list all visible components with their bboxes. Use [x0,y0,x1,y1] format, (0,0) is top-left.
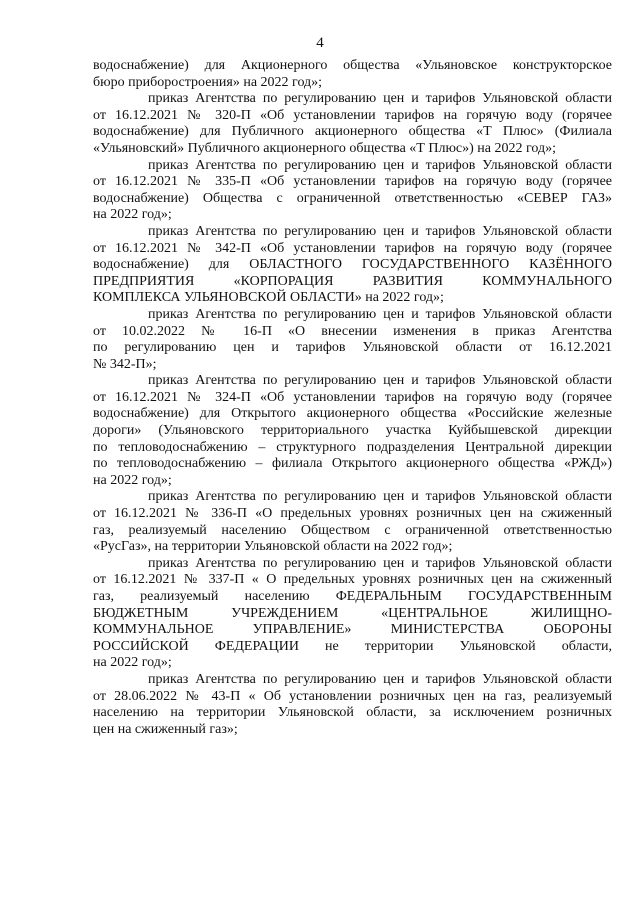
text-line: приказ Агентства по регулированию цен и тарифов Ульяновской области [148,91,612,107]
text-line: приказ Агентства по регулированию цен и тарифов Ульяновской области [148,489,612,505]
text-line: по тепловодоснабжению – филиала Открытого акционерного общества «РЖД») [93,456,612,472]
text-line: БЮДЖЕТНЫМ УЧРЕЖДЕНИЕМ «ЦЕНТРАЛЬНОЕ ЖИЛИЩНО- [93,605,612,621]
text-line: от 16.12.2021 № 320-П «Об установлении тарифов на горячую воду (горячее [93,107,612,123]
text-line: от 16.12.2021 № 337-П « О предельных уровнях розничных цен на сжиженный [93,572,612,588]
text-line: по тепловодоснабжению – структурного подразделения Центральной дирекции [93,439,612,455]
text-line: «Ульяновский» Публичного акционерного общества «Т Плюс») на 2022 год»; [93,140,556,156]
text-line: водоснабжение) для Публичного акционерного общества «Т Плюс» (Филиала [93,124,612,140]
paragraph [93,224,612,307]
text-line: КОМПЛЕКСА УЛЬЯНОВСКОЙ ОБЛАСТИ» на 2022 год»; [93,290,444,306]
text-line: РОССИЙСКОЙ ФЕДЕРАЦИИ не территории Ульяновской области, [93,638,612,654]
text-line: приказ Агентства по регулированию цен и тарифов Ульяновской области [148,223,612,239]
text-line: водоснабжение) для Открытого акционерного общества «Российские железные [93,406,612,422]
paragraph [93,91,612,157]
text-line: на 2022 год»; [93,655,172,671]
text-line: от 16.12.2021 № 336-П «О предельных уровнях розничных цен на сжиженный [93,506,612,522]
text-line: от 10.02.2022 № 16-П «О внесении изменения в приказ Агентства [93,323,612,339]
text-line: населению на территории Ульяновской области, за исключением розничных [93,705,612,721]
text-line: «РусГаз», на территории Ульяновской области на 2022 год»; [93,539,453,555]
text-line: бюро приборостроения» на 2022 год»; [93,74,323,90]
text-line: КОММУНАЛЬНОЕ УПРАВЛЕНИЕ» МИНИСТЕРСТВА ОБОРОНЫ [93,622,612,638]
text-line: № 342-П»; [93,356,157,372]
page-number: 4 [316,35,324,51]
text-line: от 16.12.2021 № 335-П «Об установлении тарифов на горячую воду (горячее [93,174,612,190]
paragraph [93,672,612,738]
text-line: приказ Агентства по регулированию цен и тарифов Ульяновской области [148,306,612,322]
text-line: водоснабжение) Общества с ограниченной ответственностью «СЕВЕР ГАЗ» [93,190,612,206]
text-line: от 28.06.2022 № 43-П « Об установлении розничных цен на газ, реализуемый [93,688,612,704]
text-line: газ, реализуемый населению Обществом с ограниченной ответственностью [93,522,612,538]
text-line: на 2022 год»; [93,472,172,488]
text-line: на 2022 год»; [93,207,172,223]
text-line: водоснабжение) для Акционерного общества «Ульяновское конструкторское [93,58,612,73]
paragraph [93,58,612,91]
text-line: газ, реализуемый населению ФЕДЕРАЛЬНЫМ ГОСУДАРСТВЕННЫМ [93,589,612,604]
text-line: ПРЕДПРИЯТИЯ «КОРПОРАЦИЯ РАЗВИТИЯ КОММУНАЛЬНОГО [93,273,612,289]
text-line: приказ Агентства по регулированию цен и тарифов Ульяновской области [148,373,612,389]
text-line: приказ Агентства по регулированию цен и тарифов Ульяновской области [148,671,612,687]
paragraph [93,556,612,672]
paragraph [93,307,612,373]
paragraph [93,158,612,224]
text-line: дороги» (Ульяновского территориального участка Куйбышевской дирекции [93,423,612,439]
text-line: от 16.12.2021 № 324-П «Об установлении тарифов на горячую воду (горячее [93,389,612,405]
text-line: от 16.12.2021 № 342-П «Об установлении тарифов на горячую воду (горячее [93,240,612,256]
paragraph [93,373,612,489]
document-body [93,58,612,738]
text-line: водоснабжение) для ОБЛАСТНОГО ГОСУДАРСТВЕННОГО КАЗЁННОГО [93,257,612,273]
text-line: приказ Агентства по регулированию цен и тарифов Ульяновской области [148,157,612,173]
text-line: приказ Агентства по регулированию цен и тарифов Ульяновской области [148,555,612,571]
paragraph [93,489,612,555]
text-line: цен на сжиженный газ»; [93,721,238,737]
text-line: по регулированию цен и тарифов Ульяновской области от 16.12.2021 [93,340,612,356]
